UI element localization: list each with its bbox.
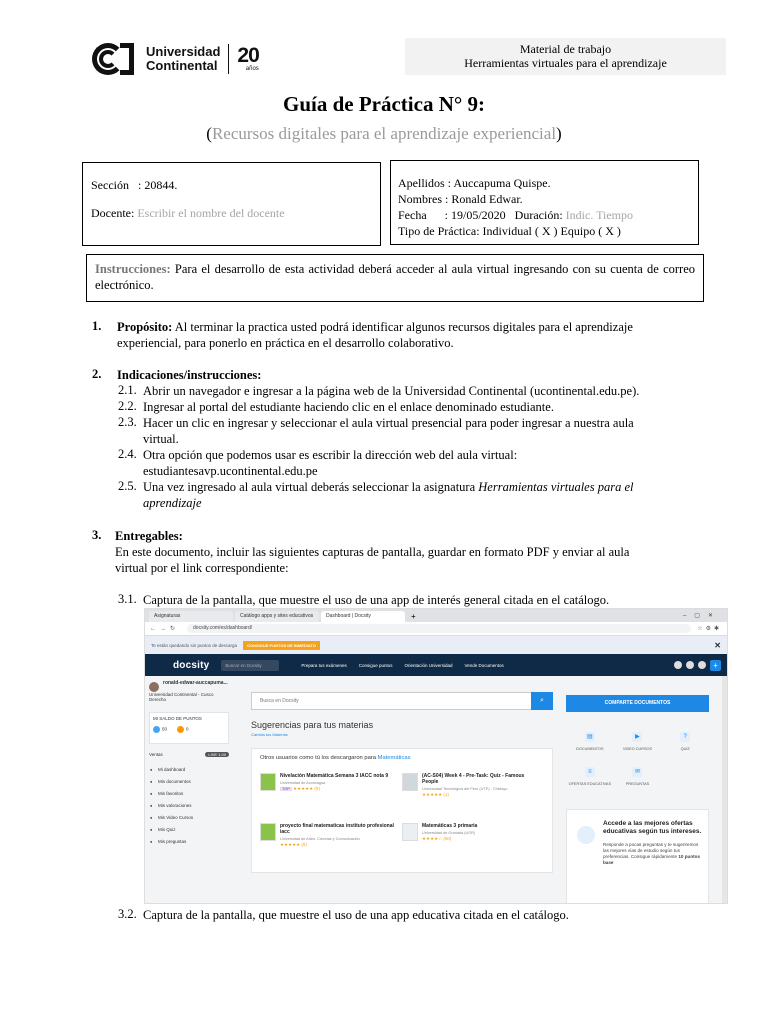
- add-icon[interactable]: +: [710, 660, 721, 671]
- item-number: 2.4.: [118, 447, 137, 461]
- section3-title: Entregables:: [115, 529, 183, 543]
- user-name[interactable]: ronald-edwar-auccapuma...: [163, 680, 228, 686]
- bell-icon[interactable]: [674, 661, 682, 669]
- docsity-screenshot: [144, 608, 728, 904]
- recommended-docs-card: [251, 748, 553, 873]
- list-item[interactable]: (AC-S04) Week 4 - Pre-Task: Quiz - Famous People Universidad Tecnológica del Perú (UTP) - Chiclayo ★★★★★ (1): [402, 773, 542, 798]
- instructions-label: Instrucciones:: [95, 262, 171, 276]
- nav-search-input[interactable]: Buscar en Docsity: [221, 660, 279, 671]
- item-number: 2.1.: [118, 383, 137, 397]
- user-university: Universidad Continental - Cusco: [149, 692, 214, 697]
- close-icon[interactable]: ✕: [714, 640, 721, 650]
- section1-text: Propósito: Al terminar la practica usted podrá identificar algunos recursos digitales para el aprendizaje experiencial, para ponerlo en práctica en el desarrollo colaborativo.: [117, 320, 633, 350]
- item-number: 2.5.: [118, 479, 137, 493]
- quiz-shortcut[interactable]: ? QUIZ: [680, 734, 690, 751]
- sidebar-item-documents[interactable]: ● Mis documentos: [149, 779, 237, 784]
- search-input[interactable]: Busca en Docsity: [251, 692, 553, 710]
- documents-shortcut[interactable]: ▤ DOCUMENTOS: [576, 734, 604, 751]
- section2-number: 2.: [92, 367, 102, 381]
- section2-title: Indicaciones/instrucciones:: [117, 368, 262, 382]
- browser-tabbar: [145, 609, 727, 622]
- docsity-logo[interactable]: docsity: [173, 659, 210, 671]
- list-item[interactable]: Matemáticas 3 primaria Universidad de Granada (UGR) ★★★★☆ (60): [402, 823, 542, 842]
- section3-number: 3.: [92, 528, 102, 542]
- list-item: Abrir un navegador e ingresar a la página web de la Universidad Continental (ucontinental.edu.pe).: [143, 384, 640, 398]
- seccion-value: : 20844.: [138, 178, 178, 192]
- material-label: Material de trabajo: [519, 42, 612, 56]
- level-badge: LIVE 1.00: [205, 752, 229, 757]
- suggestions-title: Sugerencias para tus materias: [251, 720, 374, 730]
- document-thumbnail: [402, 773, 418, 791]
- offers-card[interactable]: [566, 809, 709, 904]
- sidebar-item-videos[interactable]: ● Mis Video Cursos: [149, 815, 237, 820]
- quiz-icon: ?: [680, 732, 690, 742]
- section1-number: 1.: [92, 319, 102, 333]
- url-field[interactable]: docsity.com/es/dashboard/: [187, 624, 691, 633]
- item-number: 3.1.: [118, 592, 137, 606]
- questions-icon: ✉: [632, 767, 642, 777]
- window-controls[interactable]: –▢✕: [682, 613, 721, 619]
- coin-icon: [177, 726, 184, 733]
- university-logo: [92, 42, 259, 76]
- offers-shortcut[interactable]: ≡ OFERTAS EDUCATIVAS: [568, 769, 611, 786]
- section-info-box: [82, 162, 381, 246]
- change-subjects-link[interactable]: Cambia tus Materias: [251, 732, 288, 737]
- offers-title: Accede a las mejores ofertas educativas según tus intereses.: [603, 820, 702, 835]
- offers-icon: [577, 826, 595, 844]
- list-item: Hacer un clic en ingresar y seleccionar el aula virtual presencial para poder ingresar a nuestra aula virtual.: [143, 416, 634, 446]
- points-icon: [153, 726, 160, 733]
- instructions-text: Para el desarrollo de esta actividad deberá acceder al aula virtual ingresando con su cuenta de correo electrónico.: [95, 262, 695, 292]
- material-header-box: [405, 38, 726, 75]
- instructions-box: [86, 254, 704, 302]
- share-documents-button[interactable]: COMPARTE DOCUMENTOS: [566, 695, 709, 712]
- logo-text: Universidad Continental: [146, 44, 221, 73]
- list-item: Ingresar al portal del estudiante haciendo clic en el enlace denominado estudiante.: [143, 400, 554, 414]
- extension-icons[interactable]: ☆⚙✱: [697, 626, 722, 632]
- search-icon[interactable]: ⌕: [531, 692, 553, 710]
- list-item[interactable]: proyecto final matematicas instituto profesional iacc Universidad de Artes, Ciencias y Comunicación ★★★★★ (8): [260, 823, 400, 848]
- questions-shortcut[interactable]: ✉ PREGUNTAS: [625, 769, 650, 786]
- nav-link[interactable]: Vende Documentos: [464, 662, 504, 668]
- document-icon: ▤: [585, 732, 595, 742]
- list-item: Una vez ingresado al aula virtual deberás seleccionar la asignatura Herramientas virtuales para el aprendizaje: [143, 480, 634, 510]
- browser-tab[interactable]: Asignaturas: [149, 611, 233, 622]
- user-field: Derecho: [149, 697, 167, 702]
- browser-tab[interactable]: Catálogo apps y sites educativos: [235, 611, 319, 622]
- sidebar-item-quiz[interactable]: ● Mis Quiz: [149, 827, 237, 832]
- course-name: Herramientas virtuales para el aprendizaje: [464, 56, 667, 70]
- item-number: 2.3.: [118, 415, 137, 429]
- nav-link[interactable]: Prepara tus exámenes: [301, 662, 347, 668]
- address-bar: [145, 622, 727, 636]
- nav-link[interactable]: Consigue puntos: [358, 662, 393, 668]
- new-tab-icon[interactable]: +: [411, 612, 416, 621]
- sidebar-item-questions[interactable]: ● Mis preguntas: [149, 839, 237, 844]
- points-icon[interactable]: [698, 661, 706, 669]
- list-item: Captura de la pantalla, que muestre el uso de una app de interés general citada en el catálogo.: [143, 593, 610, 607]
- sidebar-item-dashboard[interactable]: ● Mi dashboard: [149, 767, 237, 772]
- avatar[interactable]: [686, 661, 694, 669]
- item-number: 2.2.: [118, 399, 137, 413]
- avatar[interactable]: [149, 682, 159, 692]
- list-item: Captura de la pantalla, que muestre el uso de una app educativa citada en el catálogo.: [143, 908, 569, 922]
- docente-label: Docente:: [91, 206, 135, 220]
- nombres: Nombres : Ronald Edwar.: [398, 192, 523, 206]
- docsity-navbar: [145, 654, 727, 676]
- section3-text: En este documento, incluir las siguientes capturas de pantalla, guardar en formato PDF y enviar al aula virtual por el link correspondiente:: [115, 545, 630, 575]
- anniversary-logo: 20 años: [237, 43, 259, 72]
- seccion-label: Sección: [91, 178, 129, 192]
- nav-arrows-icon[interactable]: ←→↻: [150, 626, 180, 632]
- page-title: Guía de Práctica N° 9:: [282, 92, 486, 116]
- apellidos: Apellidos : Auccapuma Quispe.: [398, 176, 551, 190]
- item-number: 3.2.: [118, 907, 137, 921]
- promo-button[interactable]: CONSIGUE PUNTOS DE INMEDIATO: [243, 641, 320, 650]
- sidebar-item-ratings[interactable]: ● Mis valoraciones: [149, 803, 237, 808]
- offers-text: Responde a pocas preguntas y te sugeriremos las mejores vías de estudio según tus preferencias. Consigue rápidamente 10 puntos base: [603, 842, 701, 865]
- points-label: MI SALDO DE PUNTOS: [153, 716, 202, 721]
- page-subtitle: (Recursos digitales para el aprendizaje experiencial): [206, 124, 562, 143]
- right-panel: [566, 695, 709, 786]
- fecha-row: Fecha : 19/05/2020 Duración: Indic. Tiempo: [398, 208, 633, 222]
- promo-banner: [145, 636, 727, 654]
- document-thumbnail: [260, 773, 276, 791]
- list-item: Otra opción que podemos usar es escribir la dirección web del aula virtual: estudiantesavp.ucontinental.edu.pe: [143, 448, 518, 478]
- list-item[interactable]: Nivelación Matemática Semana 3 IACC nota 9 Universidad de Aconcagua TOP ★★★★★ (9): [260, 773, 400, 792]
- points-balance: MI SALDO DE PUNTOS 50 0: [149, 712, 229, 744]
- sales-row: Ventas LIVE 1.00: [149, 752, 229, 757]
- student-info-box: [390, 160, 699, 245]
- docente-value: Escribir el nombre del docente: [137, 206, 285, 220]
- main-content: [251, 692, 553, 873]
- videos-shortcut[interactable]: ▶ VIDEO CURSOS: [622, 734, 653, 751]
- tipo-practica: Tipo de Práctica: Individual ( X ) Equipo ( X ): [398, 224, 621, 238]
- nav-link[interactable]: Orientación Universidad: [404, 662, 453, 668]
- logo-mark-icon: [92, 43, 138, 75]
- document-thumbnail: [260, 823, 276, 841]
- scrollbar[interactable]: [722, 676, 727, 904]
- user-sidebar: [145, 676, 237, 904]
- offers-icon: ≡: [585, 767, 595, 777]
- sidebar-item-favorites[interactable]: ● Mis favoritos: [149, 791, 237, 796]
- card-title: Otros usuarios como tú los descargaron para Matemáticas: [260, 755, 411, 761]
- document-thumbnail: [402, 823, 418, 841]
- video-icon: ▶: [632, 732, 642, 742]
- browser-tab-active[interactable]: Dashboard | Docsity: [321, 611, 405, 622]
- promo-text: Te están quedando sin puntos de descarga: [151, 642, 238, 648]
